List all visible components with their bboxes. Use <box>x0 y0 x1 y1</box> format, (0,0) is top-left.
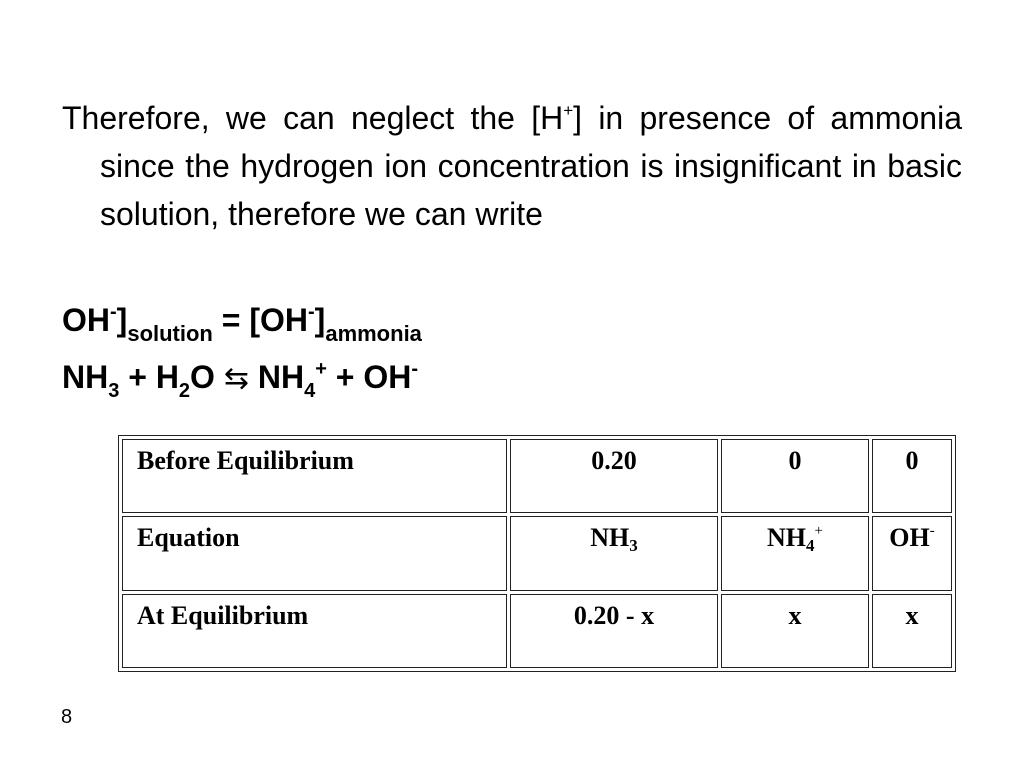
equilibrium-arrow-icon: ⇆ <box>223 362 249 395</box>
equation-ammonia-equilibrium <box>62 357 419 402</box>
eq1-lhs-subscript: solution <box>127 321 213 346</box>
cell-superscript: - <box>929 523 935 540</box>
eq2-nh3: NH <box>62 359 109 395</box>
row-label: Before Equilibrium <box>122 439 507 513</box>
cell-text: NH <box>767 523 807 553</box>
eq2-h2-sub: 2 <box>178 380 191 402</box>
eq1-rhs-charge: - <box>308 301 315 323</box>
eq1-rhs-close: ] <box>314 302 326 338</box>
eq1-rhs-subscript: ammonia <box>325 321 422 346</box>
ice-table <box>118 435 956 672</box>
eq2-oh-charge: - <box>411 358 419 380</box>
paragraph-text-start: Therefore, we can neglect the [H <box>62 100 564 136</box>
eq2-nh3-sub: 3 <box>108 380 120 402</box>
table-cell: 0.20 - x <box>510 594 718 668</box>
table-row-equation <box>122 516 952 590</box>
table-row-at-equilibrium <box>122 594 952 668</box>
eq2-nh4: NH <box>248 359 305 395</box>
table-cell: 0.20 <box>510 439 718 513</box>
eq2-oxygen: O <box>190 359 224 395</box>
eq2-nh4-sub: 4 <box>304 380 316 402</box>
eq1-lhs: OH <box>62 302 110 338</box>
equation-hydroxide-equality <box>62 300 422 346</box>
table-cell-nh3 <box>510 516 718 590</box>
paragraph-text-end: ] in presence of ammonia since the hydrogen ion concentration is insignificant in basic solution, therefore we can write <box>100 100 962 232</box>
table-cell: x <box>872 594 952 668</box>
body-paragraph <box>62 94 962 238</box>
cell-subscript: 3 <box>629 536 638 556</box>
cell-text: NH <box>590 523 630 553</box>
row-label: Equation <box>122 516 507 590</box>
eq2-plus-hydroxide: + OH <box>326 359 412 395</box>
table-cell-oh <box>872 516 952 590</box>
cell-superscript: + <box>814 523 823 540</box>
table-cell: 0 <box>721 439 869 513</box>
ice-table-container <box>118 435 956 672</box>
page-number: 8 <box>61 706 73 728</box>
table-cell-nh4 <box>721 516 869 590</box>
eq2-nh4-charge: + <box>315 358 327 380</box>
eq1-lhs-close: ] <box>116 302 128 338</box>
eq2-plus-water: + H <box>119 359 179 395</box>
eq1-equals: = [OH <box>212 302 308 338</box>
hydrogen-charge: + <box>563 101 574 120</box>
table-cell: x <box>721 594 869 668</box>
cell-text: OH <box>889 523 930 553</box>
eq1-lhs-charge: - <box>110 301 117 323</box>
row-label: At Equilibrium <box>122 594 507 668</box>
table-row-before-equilibrium <box>122 439 952 513</box>
table-cell: 0 <box>872 439 952 513</box>
cell-subscript: 4 <box>806 536 815 556</box>
